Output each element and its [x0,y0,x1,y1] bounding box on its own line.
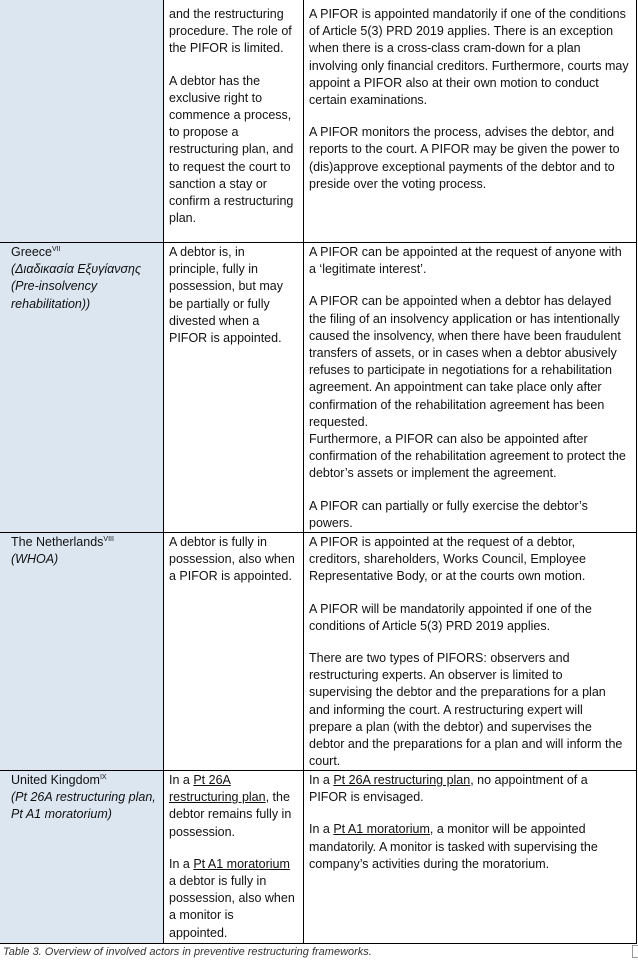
table-bottom-border [0,943,636,944]
procedure-link[interactable]: Pt 26A restructuring plan [169,773,266,805]
cell-paragraph: A debtor is, in principle, fully in possession, but may be partially or fully divested when a PIFOR is appointed. [169,245,283,346]
pifor-cell-united-kingdom [309,772,629,873]
text-run: In a [309,822,334,837]
table-right-border [636,0,637,944]
text-run: a debtor is fully in possession, also when a monitor is appointed. [169,874,295,940]
column-divider [163,0,164,944]
text-run: , a monitor will be appointed mandatorily. A monitor is tasked with supervising the company’s activities during the moratorium. [309,822,598,871]
text-run: , the debtor remains fully in possession. [169,790,292,839]
country-cell-united-kingdom [11,772,159,824]
debtor-cell-united-kingdom [169,772,295,942]
row-continued-pifor-cell [309,6,629,193]
procedure-name: (Διαδικασία Εξυγίανσης [11,262,142,277]
pifor-cell-greece [309,244,629,532]
country-cell-greece [11,244,159,313]
cell-paragraph: A debtor has the exclusive right to commence a process, to propose a restructuring plan, and to request the court to sanction a stay or confirm a restructuring plan. [169,73,294,226]
procedure-name: (Pt 26A restructuring plan, Pt A1 moratorium) [11,790,156,822]
procedure-name: (Pre-insolvency rehabilitation)) [11,279,98,311]
cell-paragraph: A PIFOR is appointed mandatorily if one of the conditions of Article 5(3) PRD 2019 applies. There is an exception when there is a cross-class cram-down for a plan involving only financial creditors. Furthermore, courts may appoint a PIFOR also at their own motion to conduct certain examinations. [309,7,629,108]
country-name: Greece [11,245,52,259]
procedure-link[interactable]: Pt A1 moratorium [193,856,290,871]
endnote-marker: IX [99,774,107,781]
cell-paragraph [309,772,629,806]
page-corner-mark [632,945,638,958]
procedure-link[interactable]: Pt 26A restructuring plan [333,773,471,787]
procedure-link[interactable]: Pt A1 moratorium [333,822,430,837]
cell-paragraph: A PIFOR monitors the process, advises the debtor, and reports to the court. A PIFOR may be given the power to (dis)approve exceptional payments of the debtor and to preside over the voting process. [309,125,620,191]
row-divider [0,532,636,533]
row-continued-debtor-cell [169,6,295,227]
endnote-marker: VII [52,246,61,253]
cell-paragraph [309,821,629,873]
text-run: In a [309,773,334,787]
debtor-cell-netherlands [169,534,295,586]
country-name: United Kingdom [11,773,100,787]
text-run: In a [169,773,194,787]
cell-paragraph: Furthermore, a PIFOR can also be appointed after confirmation of the rehabilitation agreement to protect the debtor’s assets or implement the agreement. [309,432,626,481]
column-divider [303,0,304,944]
cell-paragraph: A PIFOR can be appointed at the request of anyone with a ‘legitimate interest’. [309,245,622,277]
cell-paragraph: A debtor is fully in possession, also when a PIFOR is appointed. [169,535,295,584]
text-run: , no appointment of a PIFOR is envisaged. [309,773,588,805]
row-divider [0,242,636,243]
procedure-name: (WHOA) [11,552,59,567]
debtor-cell-greece [169,244,295,347]
cell-paragraph: There are two types of PIFORS: observers and restructuring experts. An observer is limited to supervising the debtor and the preparations for a plan and informing the court. A restructuring expert will prepare a plan (with the debtor) and supervises the debtor and the preparations for a plan and will inform the court. [309,651,623,769]
cell-paragraph: and the restructuring procedure. The role of the PIFOR is limited. [169,7,292,56]
cell-paragraph: A PIFOR can partially or fully exercise the debtor’s powers. [309,498,588,530]
cell-paragraph: A PIFOR will be mandatorily appointed if one of the conditions of Article 5(3) PRD 2019 applies. [309,601,592,633]
country-name: The Netherlands [11,535,104,549]
cell-paragraph: A PIFOR is appointed at the request of a debtor, creditors, shareholders, Works Council, Employee Representative Body, or at the courts own motion. [309,535,586,584]
endnote-marker: VIII [103,536,114,543]
cell-paragraph [169,856,295,942]
cell-paragraph: A PIFOR can be appointed when a debtor has delayed the filing of an insolvency application or has intentionally caused the insolvency, when there have been fraudulent transfers of assets, or in cases when a debtor abusively refuses to participate in negotiations for a rehabilitation agreement. An appointment can take place only after confirmation of the rehabilitation agreement has been requested. [309,294,621,429]
pifor-cell-netherlands [309,534,629,770]
country-cell-netherlands [11,534,159,568]
cell-paragraph [169,772,295,841]
text-run: In a [169,856,194,871]
table-caption: Table 3. Overview of involved actors in preventive restructuring frameworks. [3,946,372,958]
